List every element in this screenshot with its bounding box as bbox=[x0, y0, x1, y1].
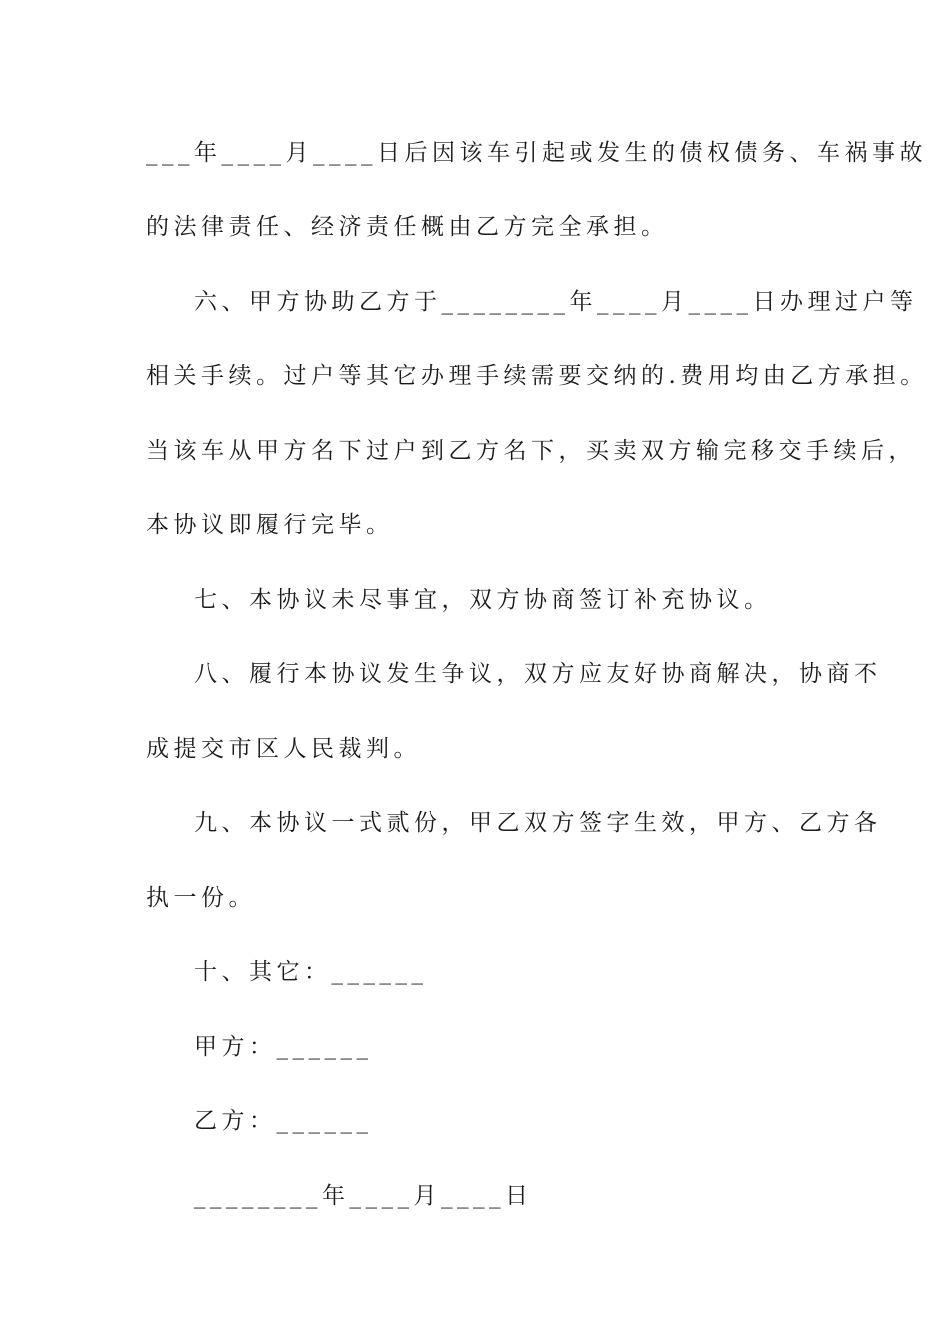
clause-6-line-1: 六、甲方协助乙方于________年____月____日办理过户等 bbox=[194, 289, 918, 315]
clause-9-line-1: 九、本协议一式贰份，甲乙双方签字生效，甲方、乙方各 bbox=[194, 810, 882, 836]
clause-8-line-1: 八、履行本协议发生争议，双方应友好协商解决，协商不 bbox=[194, 661, 882, 687]
clause-6-line-3: 当该车从甲方名下过户到乙方名下，买卖双方输完移交手续后， bbox=[146, 438, 916, 464]
clause-5-continued-line-2: 的法律责任、经济责任概由乙方完全承担。 bbox=[146, 214, 669, 240]
party-b-signature: 乙方：______ bbox=[194, 1108, 373, 1134]
clause-9-line-2: 执一份。 bbox=[146, 885, 256, 911]
clause-7: 七、本协议未尽事宜，双方协商签订补充协议。 bbox=[194, 587, 772, 613]
clause-8-line-2: 成提交市区人民裁判。 bbox=[146, 736, 421, 762]
clause-6-line-2: 相关手续。过户等其它办理手续需要交纳的.费用均由乙方承担。 bbox=[146, 363, 928, 389]
signing-date: ________年____月____日 bbox=[194, 1183, 533, 1209]
clause-10-other: 十、其它：______ bbox=[194, 959, 428, 985]
clause-6-line-4: 本协议即履行完毕。 bbox=[146, 512, 394, 538]
party-a-signature: 甲方：______ bbox=[194, 1034, 373, 1060]
clause-5-continued-line-1: ___年____月____日后因该车引起或发生的债权债务、车祸事故 bbox=[146, 140, 927, 166]
